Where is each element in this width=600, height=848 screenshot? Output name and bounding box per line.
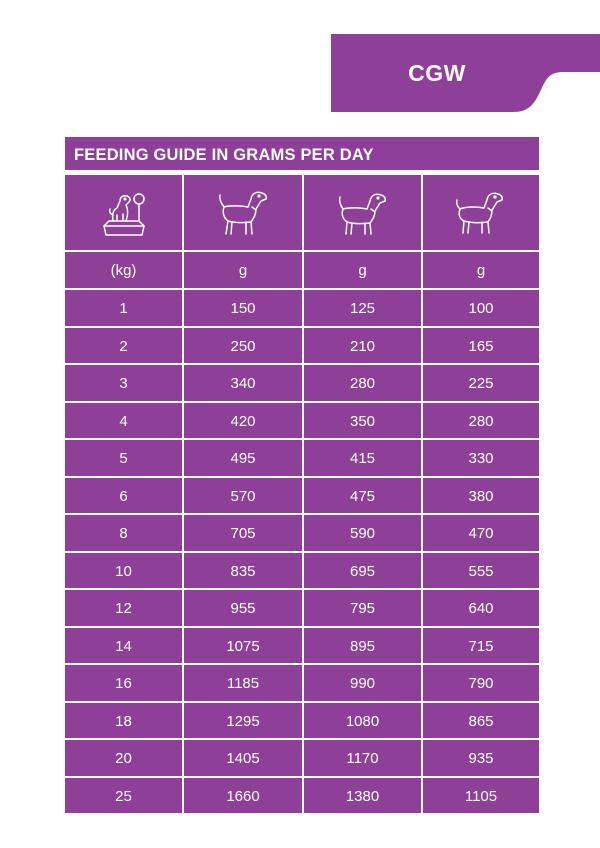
weight-cell: 18 (65, 703, 184, 741)
grams-cell: 150 (184, 290, 304, 328)
weight-cell: 1 (65, 290, 184, 328)
feeding-guide (65, 137, 539, 815)
grams-cell: 640 (423, 590, 539, 628)
grams-cell: 250 (184, 328, 304, 366)
grams-cell: 555 (423, 553, 539, 591)
brand-label: CGW (408, 60, 466, 86)
unit-label: (kg) (65, 252, 184, 290)
grams-cell: 1405 (184, 740, 304, 778)
grams-cell: 1380 (304, 778, 423, 816)
grams-cell: 210 (304, 328, 423, 366)
weight-column-header (65, 175, 184, 252)
unit-label: g (423, 252, 539, 290)
grams-cell: 1075 (184, 628, 304, 666)
grams-cell: 1105 (423, 778, 539, 816)
unit-label: g (184, 252, 304, 290)
scale-dog-icon (99, 188, 149, 238)
grams-cell: 225 (423, 365, 539, 403)
guide-title: FEEDING GUIDE IN GRAMS PER DAY (65, 137, 539, 170)
grams-cell: 415 (304, 440, 423, 478)
grams-cell: 340 (184, 365, 304, 403)
weight-cell: 5 (65, 440, 184, 478)
grams-cell: 165 (423, 328, 539, 366)
dog-icon (215, 187, 271, 239)
dog-icon (335, 187, 391, 239)
grams-cell: 955 (184, 590, 304, 628)
grams-cell: 1080 (304, 703, 423, 741)
weight-cell: 4 (65, 403, 184, 441)
grams-cell: 330 (423, 440, 539, 478)
grams-cell: 705 (184, 515, 304, 553)
weight-cell: 2 (65, 328, 184, 366)
grams-cell: 100 (423, 290, 539, 328)
grams-cell: 495 (184, 440, 304, 478)
grams-cell: 125 (304, 290, 423, 328)
grams-cell: 1170 (304, 740, 423, 778)
weight-cell: 10 (65, 553, 184, 591)
weight-cell: 8 (65, 515, 184, 553)
grams-cell: 990 (304, 665, 423, 703)
weight-cell: 20 (65, 740, 184, 778)
size-column-header (184, 175, 304, 252)
grams-cell: 280 (304, 365, 423, 403)
grams-cell: 790 (423, 665, 539, 703)
grams-cell: 380 (423, 478, 539, 516)
grams-cell: 795 (304, 590, 423, 628)
size-column-header (423, 175, 539, 252)
grams-cell: 835 (184, 553, 304, 591)
grams-cell: 865 (423, 703, 539, 741)
grams-cell: 1660 (184, 778, 304, 816)
grams-cell: 350 (304, 403, 423, 441)
grams-cell: 695 (304, 553, 423, 591)
weight-cell: 6 (65, 478, 184, 516)
grams-cell: 475 (304, 478, 423, 516)
brand-tab (331, 34, 600, 112)
feeding-table (65, 175, 539, 815)
grams-cell: 1295 (184, 703, 304, 741)
unit-label: g (304, 252, 423, 290)
grams-cell: 590 (304, 515, 423, 553)
weight-cell: 16 (65, 665, 184, 703)
weight-cell: 3 (65, 365, 184, 403)
grams-cell: 715 (423, 628, 539, 666)
dog-icon (453, 187, 509, 239)
grams-cell: 895 (304, 628, 423, 666)
grams-cell: 570 (184, 478, 304, 516)
size-column-header (304, 175, 423, 252)
grams-cell: 280 (423, 403, 539, 441)
weight-cell: 12 (65, 590, 184, 628)
grams-cell: 470 (423, 515, 539, 553)
grams-cell: 935 (423, 740, 539, 778)
grams-cell: 1185 (184, 665, 304, 703)
grams-cell: 420 (184, 403, 304, 441)
weight-cell: 25 (65, 778, 184, 816)
weight-cell: 14 (65, 628, 184, 666)
